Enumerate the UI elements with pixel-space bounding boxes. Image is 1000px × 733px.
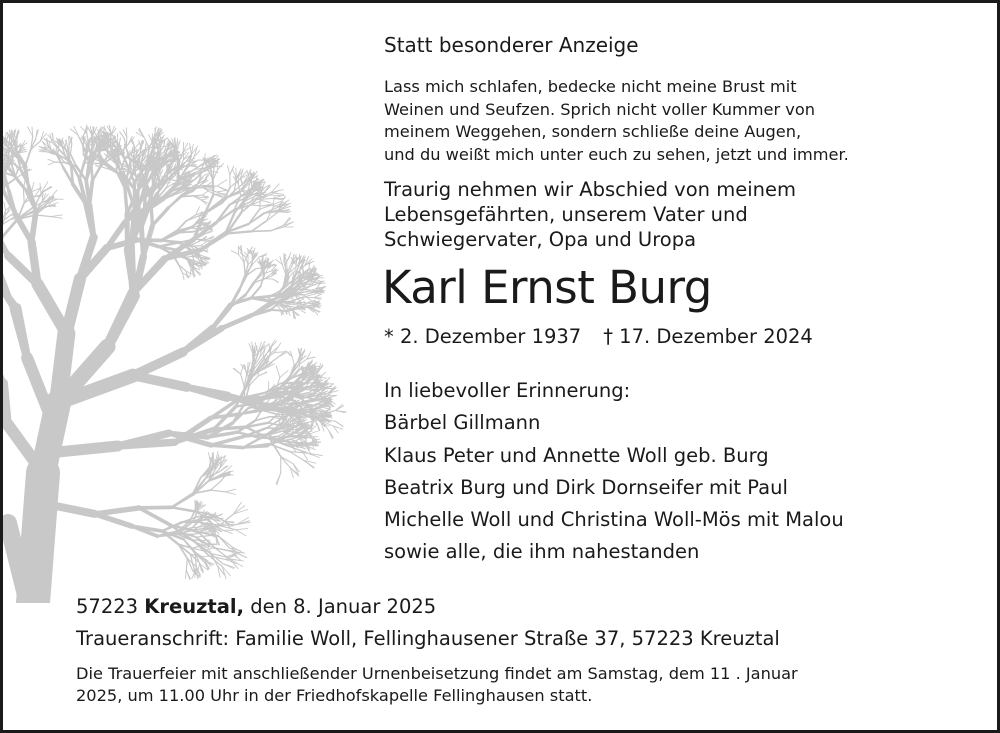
ceremony-line: 2025, um 11.00 Uhr in der Friedhofskapelle Fellinghausen statt. [76, 686, 593, 705]
birth-date: * 2. Dezember 1937 [384, 325, 582, 348]
tree-illustration-icon [3, 3, 383, 603]
mourner: Klaus Peter und Annette Woll geb. Burg [384, 443, 769, 467]
place-date [76, 595, 436, 618]
farewell-line: Schwiegervater, Opa und Uropa [384, 228, 697, 251]
ceremony-info [76, 663, 798, 707]
poem-line: Lass mich schlafen, bedecke nicht meine Brust mit [384, 77, 797, 96]
farewell-text [384, 177, 796, 252]
death-date: † 17. Dezember 2024 [603, 325, 813, 348]
farewell-line: Traurig nehmen wir Abschied von meinem [384, 178, 796, 201]
deceased-name: Karl Ernst Burg [382, 261, 712, 314]
mourners-heading: In liebevoller Erinnerung: [384, 379, 631, 402]
poem [384, 76, 849, 166]
ceremony-line: Die Trauerfeier mit anschließender Urnenbeisetzung findet am Samstag, dem 11 . Januar [76, 664, 798, 683]
life-dates [384, 325, 813, 348]
mourning-address: Traueranschrift: Familie Woll, Fellinghausener Straße 37, 57223 Kreuztal [76, 627, 780, 650]
postcode: 57223 [76, 595, 139, 618]
mourner: Beatrix Burg und Dirk Dornseifer mit Paul [384, 475, 788, 499]
mourner: Bärbel Gillmann [384, 411, 541, 435]
poem-line: Weinen und Seufzen. Sprich nicht voller Kummer von [384, 99, 816, 119]
poem-line: und du weißt mich unter euch zu sehen, jetzt und immer. [384, 144, 849, 164]
notice-intro: Statt besonderer Anzeige [384, 33, 639, 57]
city: Kreuztal, [144, 595, 245, 618]
mourner: sowie alle, die ihm nahestanden [384, 540, 700, 564]
mourner: Michelle Woll und Christina Woll-Mös mit Malou [384, 508, 844, 532]
notice-date: den 8. Januar 2025 [250, 595, 437, 618]
poem-line: meinem Weggehen, sondern schließe deine Augen, [384, 122, 802, 141]
farewell-line: Lebensgefährten, unserem Vater und [384, 203, 748, 226]
mourners-list [384, 375, 844, 569]
